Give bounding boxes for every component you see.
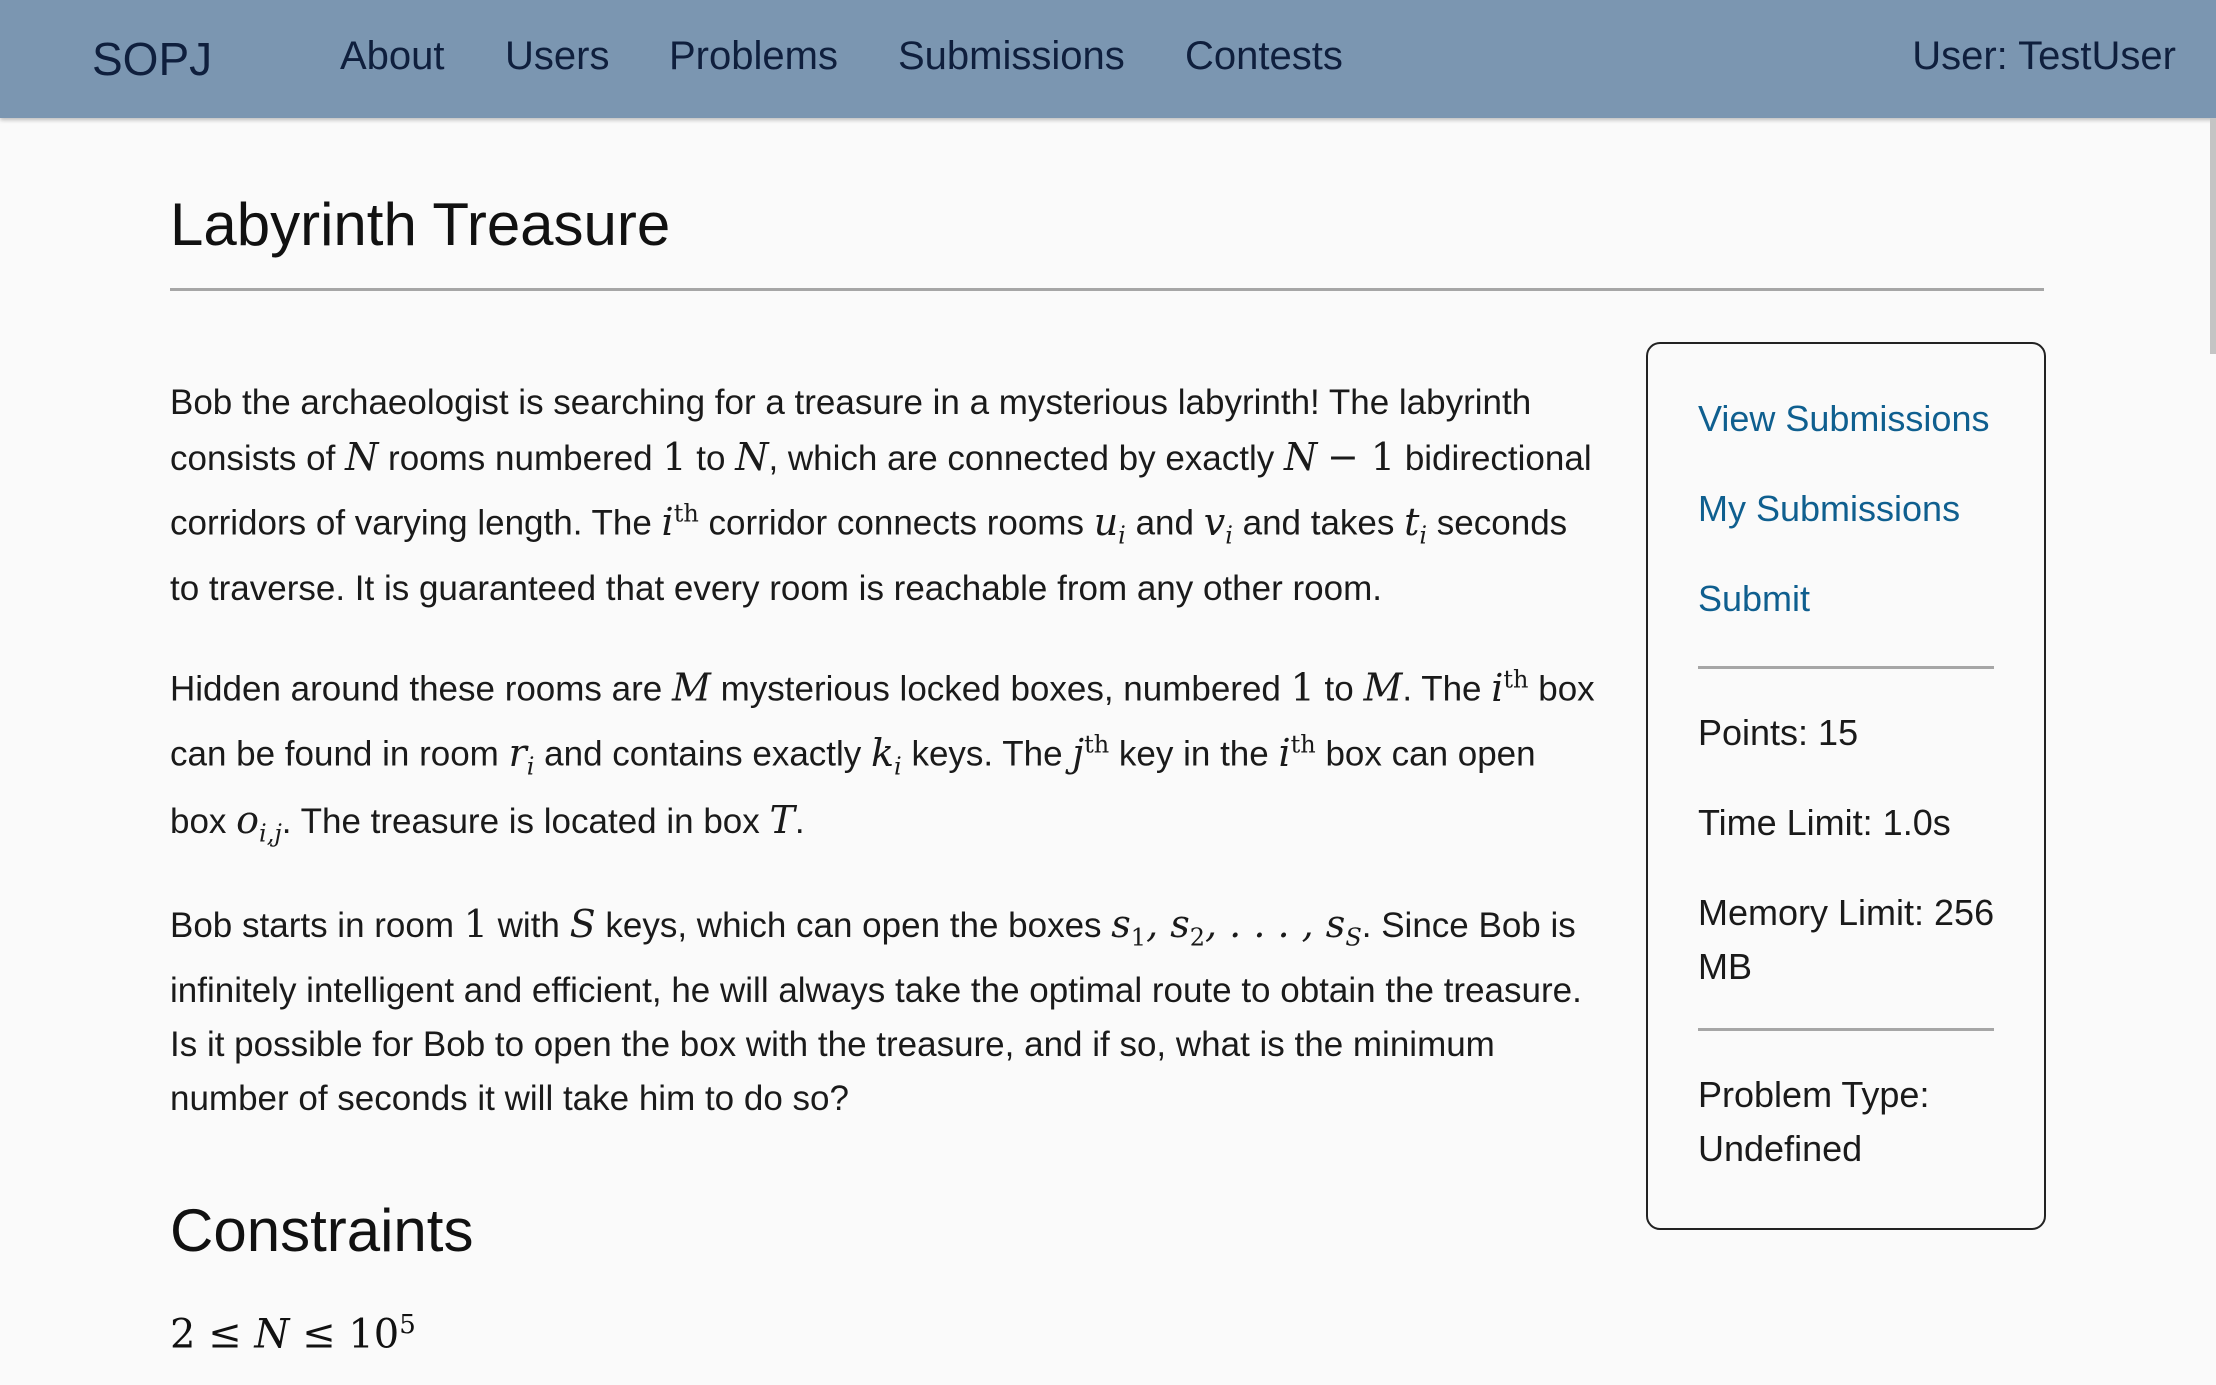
constraints-heading: Constraints	[170, 1197, 474, 1264]
nav-about[interactable]: About	[340, 34, 445, 78]
brand-link[interactable]: SOPJ	[92, 33, 213, 85]
constraint-n: $2 \le N \le 10^5$	[170, 1310, 416, 1358]
statement-paragraph-3: Bob starts in room 1 with S keys, which can open the boxes $s_1$, $s_2$, . . . , $s_S$. Since Bob is infinitely intelligent and efficient, he will always take the optimal route to obtain the treasure. Is it possible for Bob to open the box with the treasure, and if so, what is the minimum number of seconds it will take him to do so?	[170, 901, 1582, 1119]
nav-contests[interactable]: Contests	[1185, 34, 1343, 78]
nav-users[interactable]: Users	[505, 34, 610, 78]
problem-type-value: Problem Type: Undefined	[1698, 1074, 1930, 1169]
title-divider	[170, 288, 2044, 291]
sidebar-divider-2	[1698, 1028, 1994, 1031]
statement-paragraph-1: Bob the archaeologist is searching for a treasure in a mysterious labyrinth! The labyrinth consists of N rooms numbered 1 to N, which are connected by exactly N − 1 bidirectional corridors of varying length. The $i^{th}$ corridor connects rooms $u_i$ and $v_i$ and takes $t_i$ seconds to traverse. It is guaranteed that every room is reachable from any other room.	[170, 383, 1592, 609]
top-navbar	[0, 0, 2216, 118]
view-submissions-link[interactable]: View Submissions	[1698, 398, 1990, 439]
points-value: Points: 15	[1698, 712, 1859, 753]
problem-info-panel	[1646, 342, 2046, 1230]
current-user-link[interactable]: User: TestUser	[1912, 34, 2176, 78]
sidebar-divider-1	[1698, 666, 1994, 669]
problem-title: Labyrinth Treasure	[170, 191, 671, 258]
time-limit-value: Time Limit: 1.0s	[1698, 802, 1951, 843]
my-submissions-link[interactable]: My Submissions	[1698, 488, 1961, 529]
nav-problems[interactable]: Problems	[669, 34, 838, 78]
nav-submissions[interactable]: Submissions	[898, 34, 1125, 78]
statement-paragraph-2: Hidden around these rooms are M mysterious locked boxes, numbered 1 to M. The $i^{th}$ box can be found in room $r_i$ and contains exactly $k_i$ keys. The $j^{th}$ key in the $i^{th}$ box can open box $o_{i,j}$. The treasure is located in box T.	[170, 665, 1595, 848]
problem-statement	[170, 376, 1600, 1162]
page-scrollbar[interactable]	[2210, 118, 2216, 354]
submit-link[interactable]: Submit	[1698, 578, 1811, 619]
memory-limit-value: Memory Limit: 256 MB	[1698, 892, 1995, 987]
